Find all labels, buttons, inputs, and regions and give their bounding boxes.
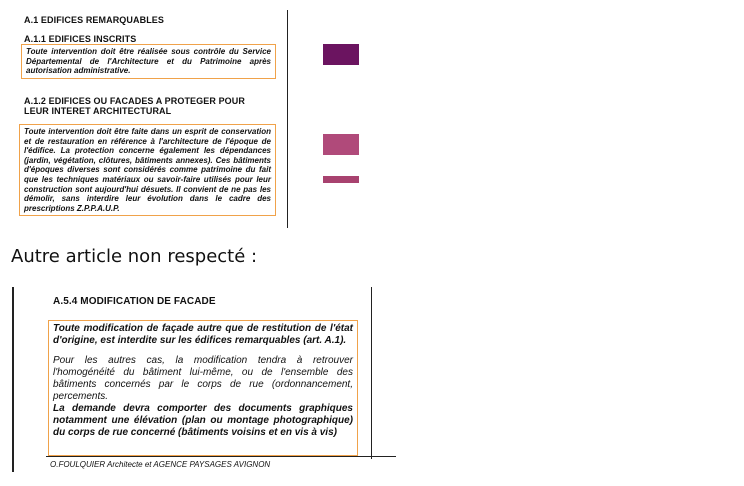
a12-text: Toute intervention doit être faite dans un esprit de conservation et de restauration en référence à l'architecture de l'époque de l'édifice. La protection concerne également les dépendances (jardin, végétation, clôtures, bâtiments annexes). Ces bâtiments d'époques diverses sont considérés comme patrimoine du fait que les techniques matériaux ou savoir-faire utilisés pour leur construction sont aujourd'hui désuets. Il convient de ne pas les démolir, sans interdire leur évolution dans le cadre des prescriptions Z.P.P.A.U.P. <box>24 127 271 213</box>
a54-title: A.5.4 MODIFICATION DE FACADE <box>53 296 216 307</box>
a1-title: A.1 EDIFICES REMARQUABLES <box>24 15 165 25</box>
a11-text-box <box>21 44 276 79</box>
lower-left-border <box>12 287 14 472</box>
a12-title-line1: A.1.2 EDIFICES OU FACADES A PROTEGER POUR <box>24 96 245 106</box>
section-heading: Autre article non respecté : <box>11 246 258 267</box>
lower-right-border <box>371 287 372 459</box>
a11-text: Toute intervention doit être réalisée sous contrôle du Service Départemental de l'Architecture et du Patrimoine après autorisation administrative. <box>26 47 271 76</box>
swatch-a-proteger <box>323 134 359 155</box>
a54-text-box <box>48 320 358 456</box>
a12-title-line2: LEUR INTERET ARCHITECTURAL <box>24 106 172 116</box>
swatch-inscrits <box>323 44 359 65</box>
a54-para2: Pour les autres cas, la modification tendra à retrouver l'homogénéité du bâtiment lui-même, ou de l'ensemble des bâtiments concernés par le corps de rue (ordonnancement, percements. <box>53 355 353 402</box>
a54-para1: Toute modification de façade autre que de restitution de l'état d'origine, est interdite sur les édifices remarquables (art. A.1). <box>53 323 353 346</box>
lower-bottom-rule <box>46 456 396 457</box>
footer-credit: O.FOULQUIER Architecte et AGENCE PAYSAGES AVIGNON <box>50 460 271 469</box>
a11-title: A.1.1 EDIFICES INSCRITS <box>24 34 137 44</box>
a12-text-box <box>19 124 276 216</box>
a54-para3: La demande devra comporter des documents graphiques notamment une élévation (plan ou montage photographique) du corps de rue concerné (bâtiments voisins et en vis à vis) <box>53 403 353 438</box>
upper-divider <box>287 10 288 228</box>
swatch-facades <box>323 176 359 183</box>
